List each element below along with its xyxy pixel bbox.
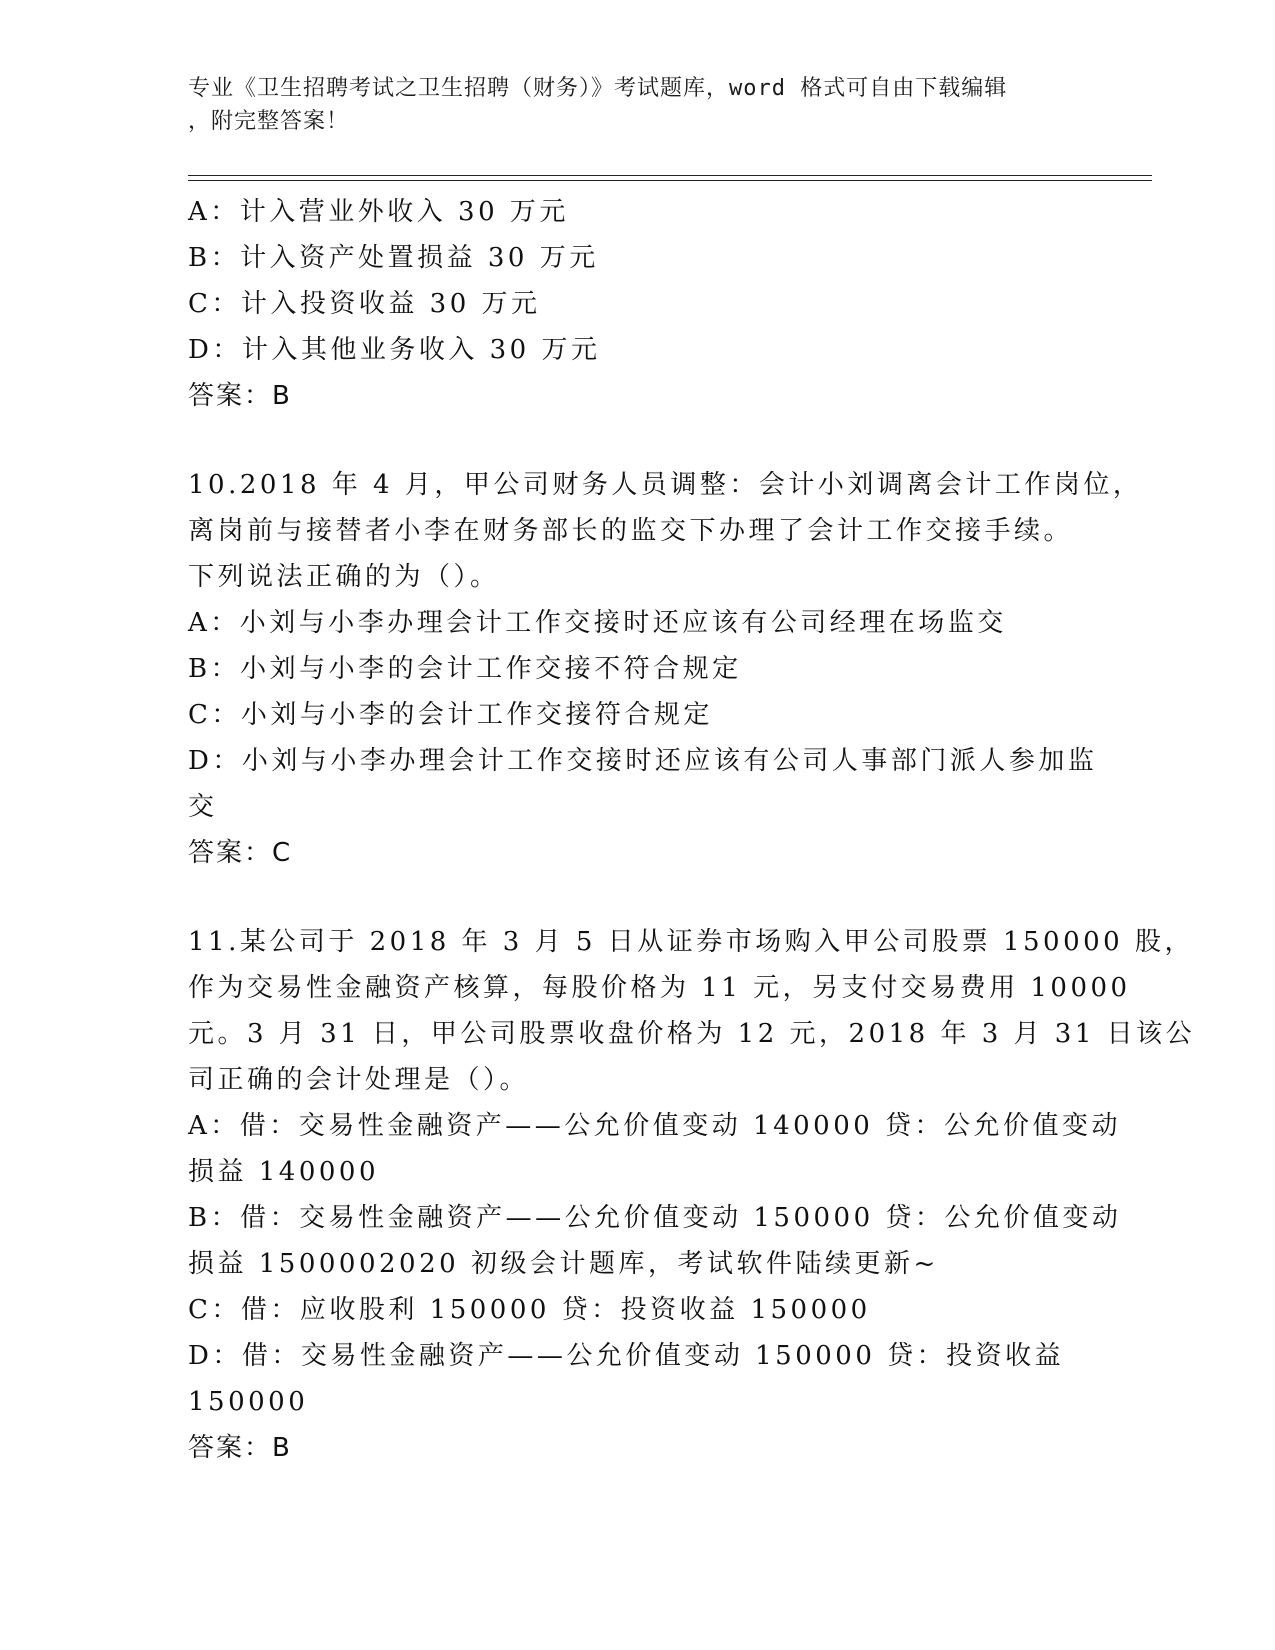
option-b-continued: 损益 1500002020 初级会计题库，考试软件陆续更新~: [188, 1249, 939, 1279]
question-11: [188, 919, 1196, 1471]
question-stem-line: 作为交易性金融资产核算，每股价格为 11 元，另支付交易费用 10000: [188, 973, 1131, 1003]
header-line-2: ，附完整答案！: [188, 109, 350, 134]
question-stem-line: 10.2018 年 4 月，甲公司财务人员调整：会计小刘调离会计工作岗位，: [188, 470, 1143, 500]
option-d-continued: 交: [188, 792, 218, 822]
option-d: D：小刘与小李办理会计工作交接时还应该有公司人事部门派人参加监: [188, 746, 1098, 776]
document-header: [188, 72, 1068, 138]
option-d: D：借：交易性金融资产——公允价值变动 150000 贷：投资收益: [188, 1341, 1065, 1371]
header-line-1: 专业《卫生招聘考试之卫生招聘（财务）》考试题库，word 格式可自由下载编辑: [188, 76, 1008, 101]
option-c: C：小刘与小李的会计工作交接符合规定: [188, 700, 713, 730]
answer: 答案：B: [188, 381, 292, 411]
question-stem-line: 下列说法正确的为（）。: [188, 562, 500, 592]
answer: 答案：C: [188, 838, 293, 868]
option-b: B：计入资产处置损益 30 万元: [188, 243, 599, 273]
question-content: [188, 189, 1196, 1471]
question-stem-line: 11.某公司于 2018 年 3 月 5 日从证券市场购入甲公司股票 150000 股，: [188, 927, 1194, 957]
spacer: [188, 876, 1078, 919]
question-10: [188, 462, 1143, 876]
question-stem-line: 司正确的会计处理是（）。: [188, 1065, 530, 1095]
option-a: A：小刘与小李办理会计工作交接时还应该有公司经理在场监交: [188, 608, 1007, 638]
option-a: A：计入营业外收入 30 万元: [188, 197, 569, 227]
spacer: [188, 419, 1078, 462]
question-9: [188, 189, 1078, 419]
option-c: C：借：应收股利 150000 贷：投资收益 150000: [188, 1295, 871, 1325]
answer: 答案：B: [188, 1433, 292, 1463]
option-a-continued: 损益 140000: [188, 1157, 380, 1187]
header-rule-bottom: [188, 180, 1152, 181]
option-c: C：计入投资收益 30 万元: [188, 289, 541, 319]
question-stem-line: 元。3 月 31 日，甲公司股票收盘价格为 12 元，2018 年 3 月 31 日该公: [188, 1019, 1196, 1049]
question-stem-line: 离岗前与接替者小李在财务部长的监交下办理了会计工作交接手续。: [188, 516, 1074, 546]
option-d: D：计入其他业务收入 30 万元: [188, 335, 601, 365]
option-a: A：借：交易性金融资产——公允价值变动 140000 贷：公允价值变动: [188, 1111, 1122, 1141]
header-rule-top: [188, 175, 1152, 176]
option-b: B：小刘与小李的会计工作交接不符合规定: [188, 654, 742, 684]
option-b: B：借：交易性金融资产——公允价值变动 150000 贷：公允价值变动: [188, 1203, 1122, 1233]
option-d-continued: 150000: [188, 1387, 309, 1417]
